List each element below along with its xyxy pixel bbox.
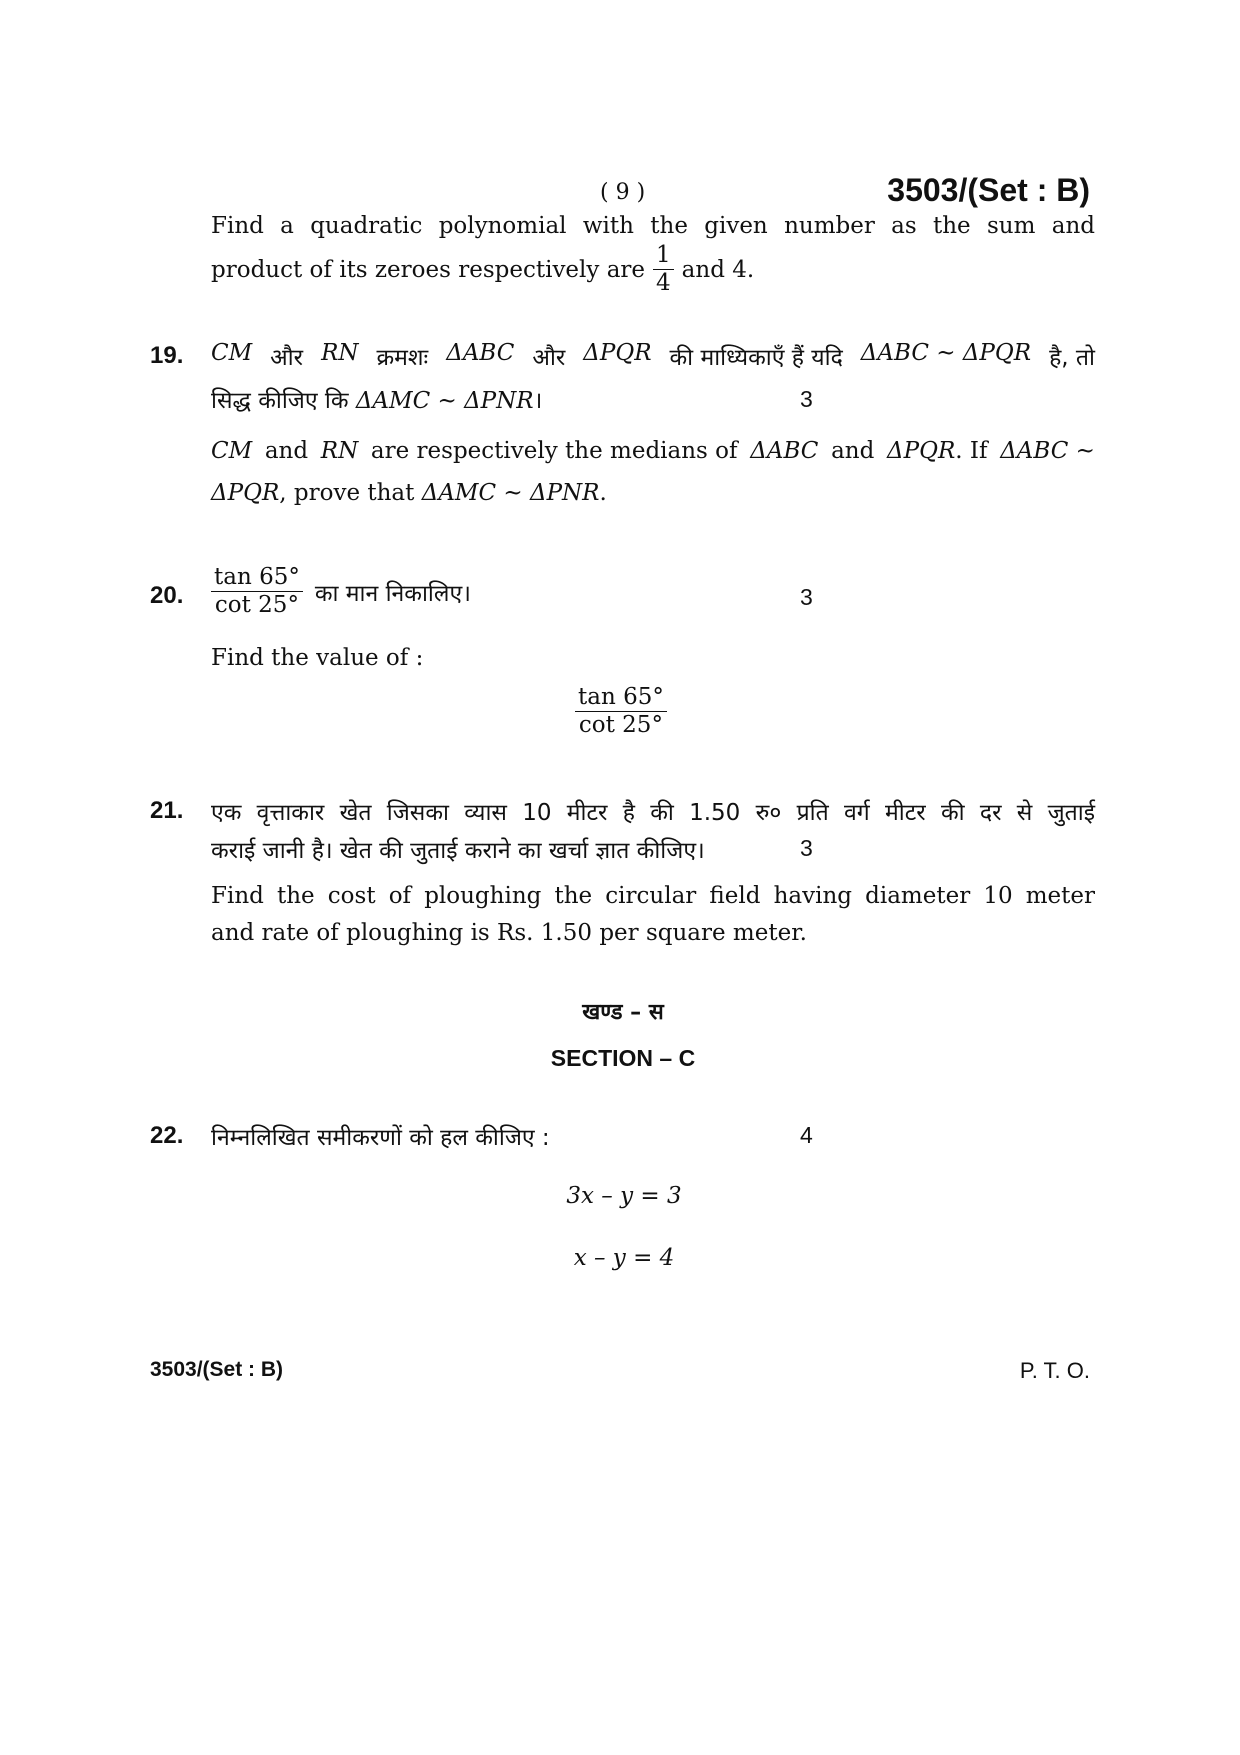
q18-en-suffix: and 4. [681, 256, 755, 283]
q19-hi-sim: ΔABC ~ ΔPQR [860, 340, 1032, 366]
q22-number: 22. [150, 1122, 184, 1149]
q21-hi-line1: एक वृत्ताकार खेत जिसका व्यास 10 मीटर है की 1.50 रु० प्रति वर्ग मीटर की दर से जुताई [211, 800, 1095, 826]
q20-en-text: Find the value of : [211, 645, 424, 671]
q18-fraction [653, 243, 674, 297]
q21-en-line1: Find the cost of ploughing the circular field having diameter 10 meter [211, 883, 1095, 909]
q19-en-prove: , prove that [279, 480, 415, 506]
q19-hi-cm: CM [211, 340, 253, 366]
q20-fraction-en [575, 685, 667, 739]
q19-en-rn: RN [320, 438, 359, 464]
footer-code: 3503/(Set : B) [150, 1358, 284, 1381]
footer-pto: P. T. O. [1019, 1358, 1090, 1383]
q18-frac-num: 1 [653, 243, 674, 270]
page-number: ( 9 ) [600, 180, 646, 205]
section-hi-text: खण्ड – स [582, 1000, 664, 1025]
q19-hi-amc-pnr: ΔAMC ~ ΔPNR [355, 388, 534, 414]
q20-fraction-hi [211, 565, 303, 619]
q19-en-cm: CM [211, 438, 253, 464]
q19-en-if: . If [955, 438, 988, 464]
q19-en-amc-pnr: ΔAMC ~ ΔPNR [421, 480, 600, 506]
q22-equation-1 [0, 1183, 1240, 1209]
q19-en-line1 [211, 438, 1095, 464]
q19-number: 19. [150, 342, 184, 369]
q20-en-expression [575, 685, 667, 739]
q18-en-line2 [211, 243, 754, 297]
q18-frac-den: 4 [656, 270, 671, 297]
q22-hi-text: निम्नलिखित समीकरणों को हल कीजिए : [211, 1125, 550, 1151]
paper-code-header: 3503/(Set : B) [887, 172, 1090, 208]
q21-marks: 3 [800, 835, 813, 861]
q19-marks: 3 [800, 386, 813, 412]
q19-hi-kramashah: क्रमशः [376, 345, 429, 371]
q19-hi-aur2: और [532, 345, 566, 371]
q19-hi-aur1: और [270, 345, 304, 371]
q19-en-and1: and [264, 438, 309, 464]
q22-eq1-text: 3x – y = 3 [566, 1183, 682, 1209]
section-title-en [0, 1045, 1240, 1072]
q19-en-pqr2: ΔPQR [211, 480, 280, 506]
q19-en-abc-sim: ΔABC ~ [1000, 438, 1095, 464]
q19-hi-line1 [211, 340, 1095, 372]
q20-hi-text: का मान निकालिए। [314, 580, 471, 607]
q19-hi-line2 [211, 383, 542, 415]
q19-en-dot: . [599, 480, 607, 506]
q19-en-and2: and [831, 438, 875, 464]
q19-en-abc: ΔABC [750, 438, 819, 464]
q20-frac-den-hi: cot 25° [214, 592, 299, 619]
q21-en-line2: and rate of ploughing is Rs. 1.50 per square meter. [211, 920, 807, 946]
q19-hi-danda: । [533, 388, 543, 414]
q20-frac-den-en: cot 25° [578, 712, 663, 739]
q19-hi-madhyikaen: की माध्यिकाएँ हैं यदि [669, 345, 843, 371]
q21-number: 21. [150, 797, 184, 824]
q19-hi-rn: RN [321, 340, 359, 366]
q20-hi-line [211, 565, 471, 619]
q19-en-text1: are respectively the medians of [370, 438, 738, 464]
q22-marks: 4 [800, 1122, 813, 1148]
q20-number: 20. [150, 582, 184, 609]
section-title-hi [0, 996, 1240, 1026]
q19-hi-siddh: सिद्ध कीजिए कि [211, 388, 349, 414]
q19-hi-hai-to: है, तो [1049, 345, 1095, 371]
q22-equation-2 [0, 1245, 1240, 1271]
q20-frac-num-en: tan 65° [575, 685, 667, 712]
q19-en-line2 [211, 480, 607, 506]
q18-en-line1: Find a quadratic polynomial with the given number as the sum and [211, 213, 1095, 239]
q20-marks: 3 [800, 584, 813, 610]
section-en-text: SECTION – C [550, 1045, 696, 1071]
q19-hi-abc: ΔABC [446, 340, 515, 366]
q21-hi-line2: कराई जानी है। खेत की जुताई कराने का खर्चा ज्ञात कीजिए। [211, 838, 705, 864]
q22-eq2-text: x – y = 4 [573, 1245, 675, 1271]
q19-en-pqr: ΔPQR [887, 438, 956, 464]
q20-frac-num-hi: tan 65° [211, 565, 303, 592]
q19-hi-pqr: ΔPQR [583, 340, 652, 366]
q18-en-text: product of its zeroes respectively are [211, 256, 646, 283]
